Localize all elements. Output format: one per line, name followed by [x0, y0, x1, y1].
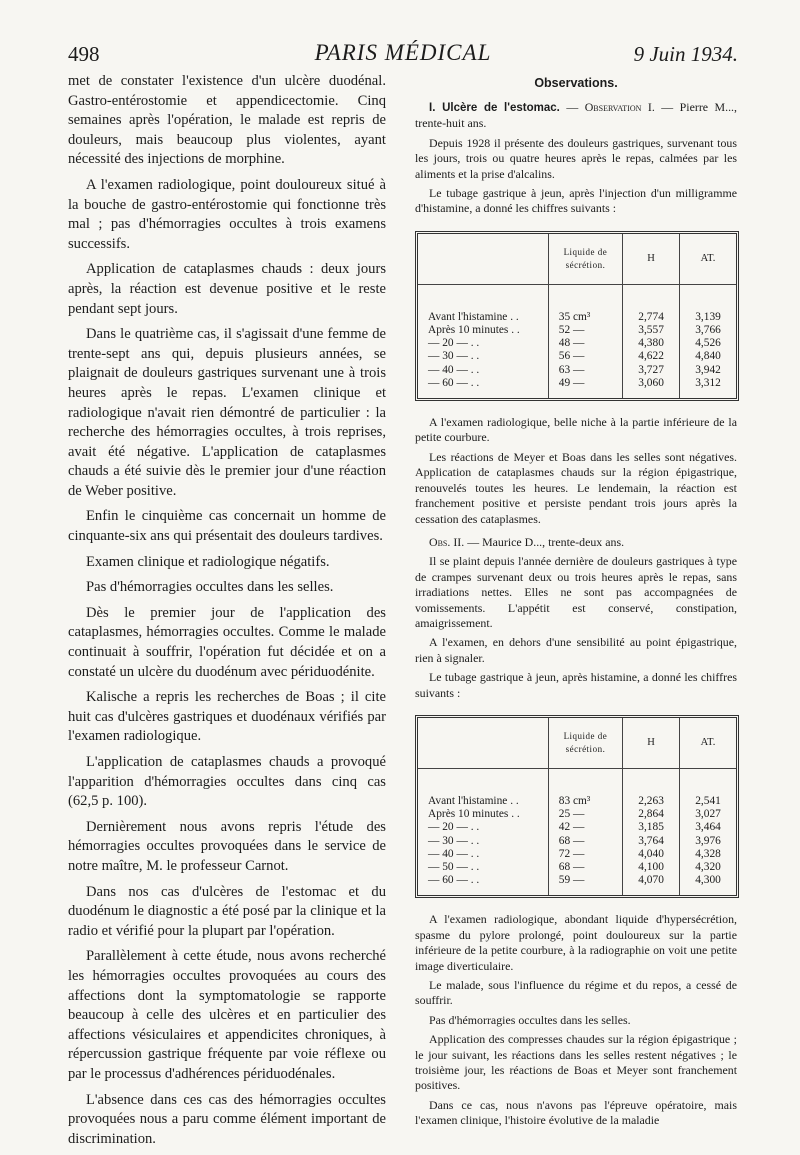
at-value: 3,312	[680, 377, 736, 390]
at-value: 4,526	[680, 337, 736, 350]
h-value: 3,727	[623, 364, 680, 377]
at-value: 3,464	[680, 821, 736, 834]
paragraph: Application des compresses chaudes sur la région épigastrique ; le jour suivant, les réactions dans les selles restent négatives ; le troisième jour, les réactions de Boas et Meyer sont franchement positives.	[415, 1032, 737, 1093]
h-value: 4,622	[623, 350, 680, 363]
table-row	[418, 350, 736, 363]
paragraph: A l'examen radiologique, belle niche à la partie inférieure de la petite courbure.	[415, 415, 737, 445]
table-row	[418, 835, 736, 848]
paragraph: Le tubage gastrique à jeun, après histamine, a donné les chiffres suivants :	[415, 670, 737, 700]
at-value: 3,976	[680, 835, 736, 848]
table-row	[418, 861, 736, 874]
table-header-h: H	[623, 718, 680, 769]
row-label: Après 10 minutes . .	[428, 808, 520, 821]
at-value: 4,320	[680, 861, 736, 874]
table-row	[418, 808, 736, 821]
paragraph: L'application de cataplasmes chauds a provoqué l'apparition d'hémorragies occultes dans cinq cas (62,5 p. 100).	[68, 754, 386, 810]
paragraph: A l'examen radiologique, point douloureux situé à la bouche de gastro-entérostomie qui fonctionne très mal ; pas d'hémorragies occultes à trois examens successifs.	[68, 176, 386, 252]
left-column	[68, 72, 386, 1155]
table-header-at: AT.	[680, 234, 736, 285]
h-value: 2,774	[623, 311, 680, 324]
h-value: 4,100	[623, 861, 680, 874]
liquide-value: 35 cm³	[548, 311, 622, 324]
page-header	[68, 38, 738, 72]
paragraph: Le malade, sous l'influence du régime et du repos, a cessé de souffrir.	[415, 978, 737, 1008]
liquide-value: 72 —	[548, 848, 622, 861]
row-label: — 30 — . .	[428, 350, 480, 363]
table-row	[418, 821, 736, 834]
table-row	[418, 795, 736, 808]
row-label: Avant l'histamine . .	[428, 310, 519, 323]
at-value: 2,541	[680, 795, 736, 808]
liquide-value: 52 —	[548, 324, 622, 337]
paragraph: Enfin le cinquième cas concernait un homme de cinquante-six ans qui présentait des douleurs tardives.	[68, 508, 386, 545]
paragraph: Pas d'hémorragies occultes dans les selles.	[429, 1012, 631, 1027]
table-header-h: H	[623, 234, 680, 285]
observation-subject: — Pierre M..., trente-huit ans.	[415, 100, 737, 131]
issue-date: 9 Juin 1934.	[633, 42, 738, 66]
observation-label: Obs. II.	[429, 534, 465, 549]
at-value: 4,840	[680, 350, 736, 363]
row-label: — 20 — . .	[428, 337, 480, 350]
paragraph: Depuis 1928 il présente des douleurs gastriques, survenant tous les jours, trois ou quatre heures après le repas, calmées par les aliments et la prise d'alcalins.	[415, 135, 737, 181]
paragraph: Dans nos cas d'ulcères de l'estomac et du duodénum le diagnostic a été posé par la clinique et la radio et vérifié pour la plupart par l'opération.	[68, 883, 386, 939]
liquide-value: 68 —	[548, 861, 622, 874]
row-label: — 40 — . .	[428, 363, 480, 376]
row-label: — 30 — . .	[428, 834, 480, 847]
liquide-value: 56 —	[548, 350, 622, 363]
table-row	[418, 311, 736, 324]
table-row	[418, 874, 736, 887]
table-row	[418, 337, 736, 350]
paragraph: A l'examen radiologique, abondant liquide d'hypersécrétion, spasme du pylore prolongé, point douloureux sur la partie inférieure de la petite courbure, à la radiographie on voit une petite image diverticulaire.	[415, 912, 737, 973]
at-value: 4,300	[680, 874, 736, 887]
h-value: 2,263	[623, 795, 680, 808]
histamine-table-obs2	[415, 715, 739, 898]
liquide-value: 49 —	[548, 377, 622, 390]
row-label: — 60 — . .	[428, 874, 480, 887]
paragraph: Application de cataplasmes chauds : deux jours après, la réaction est devenue positive et le reste pendant sept jours.	[68, 261, 386, 317]
table-header-at: AT.	[680, 718, 736, 769]
liquide-value: 63 —	[548, 364, 622, 377]
liquide-value: 83 cm³	[548, 795, 622, 808]
liquide-value: 25 —	[548, 808, 622, 821]
at-value: 3,766	[680, 324, 736, 337]
table-row	[418, 848, 736, 861]
paragraph: Dans le quatrième cas, il s'agissait d'une femme de trente-sept ans qui, depuis plusieurs années, se plaignait de douleurs gastriques survenant une à trois heures après le repas. L'examen clinique et radiologique n'avait rien démontré de particulier : la recherche des hémorragies occultes, à trois reprises, avait été négative. L'application de cataplasmes chauds a été suivie dès le premier jour d'une réaction de Weber positive.	[68, 326, 386, 499]
table-header-label	[418, 234, 548, 285]
paragraph: Parallèlement à cette étude, nous avons recherché les hémorragies occultes provoquées au cours des affections dont la symptomatologie se rapporte beaucoup à celle des ulcères et en particulier des affections vésiculaires et appendicites chroniques, à répercussion gastrique fréquente par voie réflexe ou par le processus d'adhérences périduodénales.	[68, 948, 386, 1082]
paragraph: Kalische a repris les recherches de Boas ; il cite huit cas d'ulcères gastriques et duodénaux vérifiés par l'examen radiologique.	[68, 689, 386, 745]
row-label: Après 10 minutes . .	[428, 324, 520, 337]
observation-title: I. Ulcère de l'estomac.	[429, 102, 560, 114]
liquide-value: 42 —	[548, 821, 622, 834]
liquide-value: 59 —	[548, 874, 622, 887]
table-row	[418, 364, 736, 377]
table-row	[418, 324, 736, 337]
at-value: 4,328	[680, 848, 736, 861]
liquide-value: 48 —	[548, 337, 622, 350]
h-value: 2,864	[623, 808, 680, 821]
paragraph: Le tubage gastrique à jeun, après l'injection d'un milligramme d'histamine, a donné les chiffres suivants :	[415, 186, 737, 216]
paragraph: Les réactions de Meyer et Boas dans les selles sont négatives. Application de cataplasmes chauds sur la région épigastrique, renouvelés toutes les heures. Le lendemain, la réaction est franchement positive et persiste pendant trois jours après la cessation des cataplasmes.	[415, 449, 737, 526]
h-value: 3,557	[623, 324, 680, 337]
journal-title: PARIS MÉDICAL	[314, 40, 492, 65]
paragraph: Il se plaint depuis l'année dernière de douleurs gastriques à type de crampes survenant deux ou trois heures après le repas, sans irradiations nettes. Elles ne sont pas accompagnées de vomissements. L'appétit est conservé, constipation, amaigrissement.	[415, 554, 737, 630]
row-label: — 20 — . .	[428, 821, 480, 834]
h-value: 4,070	[623, 874, 680, 887]
row-label: — 60 — . .	[428, 376, 480, 389]
liquide-value: 68 —	[548, 835, 622, 848]
row-label: — 40 — . .	[428, 847, 480, 860]
h-value: 3,185	[623, 821, 680, 834]
paragraph: Pas d'hémorragies occultes dans les selles.	[86, 579, 334, 596]
observation-heading: I. Ulcère de l'estomac. — Observation I. — Pierre M..., trente-huit ans.	[415, 100, 737, 131]
paragraph: Dans ce cas, nous n'avons pas l'épreuve opératoire, mais l'examen clinique, l'histoire évolutive de la maladie	[415, 1097, 737, 1128]
paragraph: A l'examen, en dehors d'une sensibilité au point épigastrique, rien à signaler.	[415, 635, 737, 665]
right-column	[415, 72, 737, 1133]
observation-subject: — Maurice D..., trente-deux ans.	[467, 534, 625, 549]
paragraph: Dernièrement nous avons repris l'étude des hémorragies occultes provoquées dans le service de notre maître, M. le professeur Carnot.	[68, 818, 386, 874]
table-header-liquide: Liquide de sécrétion.	[548, 234, 622, 285]
h-value: 4,040	[623, 848, 680, 861]
at-value: 3,027	[680, 808, 736, 821]
at-value: 3,139	[680, 311, 736, 324]
table-header-label	[418, 718, 548, 769]
paragraph: L'absence dans ces cas des hémorragies occultes provoquées nous a paru comme élément important de discrimination.	[68, 1091, 386, 1147]
row-label: — 50 — . .	[428, 860, 480, 873]
paragraph: Examen clinique et radiologique négatifs.	[86, 553, 330, 570]
at-value: 3,942	[680, 364, 736, 377]
h-value: 3,764	[623, 835, 680, 848]
section-title: Observations.	[534, 76, 618, 90]
observation-label: Observation I.	[584, 100, 655, 114]
h-value: 4,380	[623, 337, 680, 350]
paragraph: met de constater l'existence d'un ulcère duodénal. Gastro-entérostomie et appendicectomie. Cinq semaines après l'opération, le malade est repris de douleurs, mais beaucoup plus violentes, ayant nécessité des injections de morphine.	[68, 73, 386, 168]
table-row	[418, 377, 736, 390]
histamine-table-obs1	[415, 231, 739, 401]
table-header-liquide: Liquide de sécrétion.	[548, 718, 622, 769]
row-label: Avant l'histamine . .	[428, 794, 519, 807]
observation-heading	[415, 535, 737, 550]
h-value: 3,060	[623, 377, 680, 390]
page-number: 498	[68, 42, 100, 66]
paragraph: Dès le premier jour de l'application des cataplasmes, hémorragies occultes. Comme le malade continuait à souffrir, l'opération fut décidée et on a constaté un ulcère du duodénum avec périduodénite.	[68, 604, 386, 680]
